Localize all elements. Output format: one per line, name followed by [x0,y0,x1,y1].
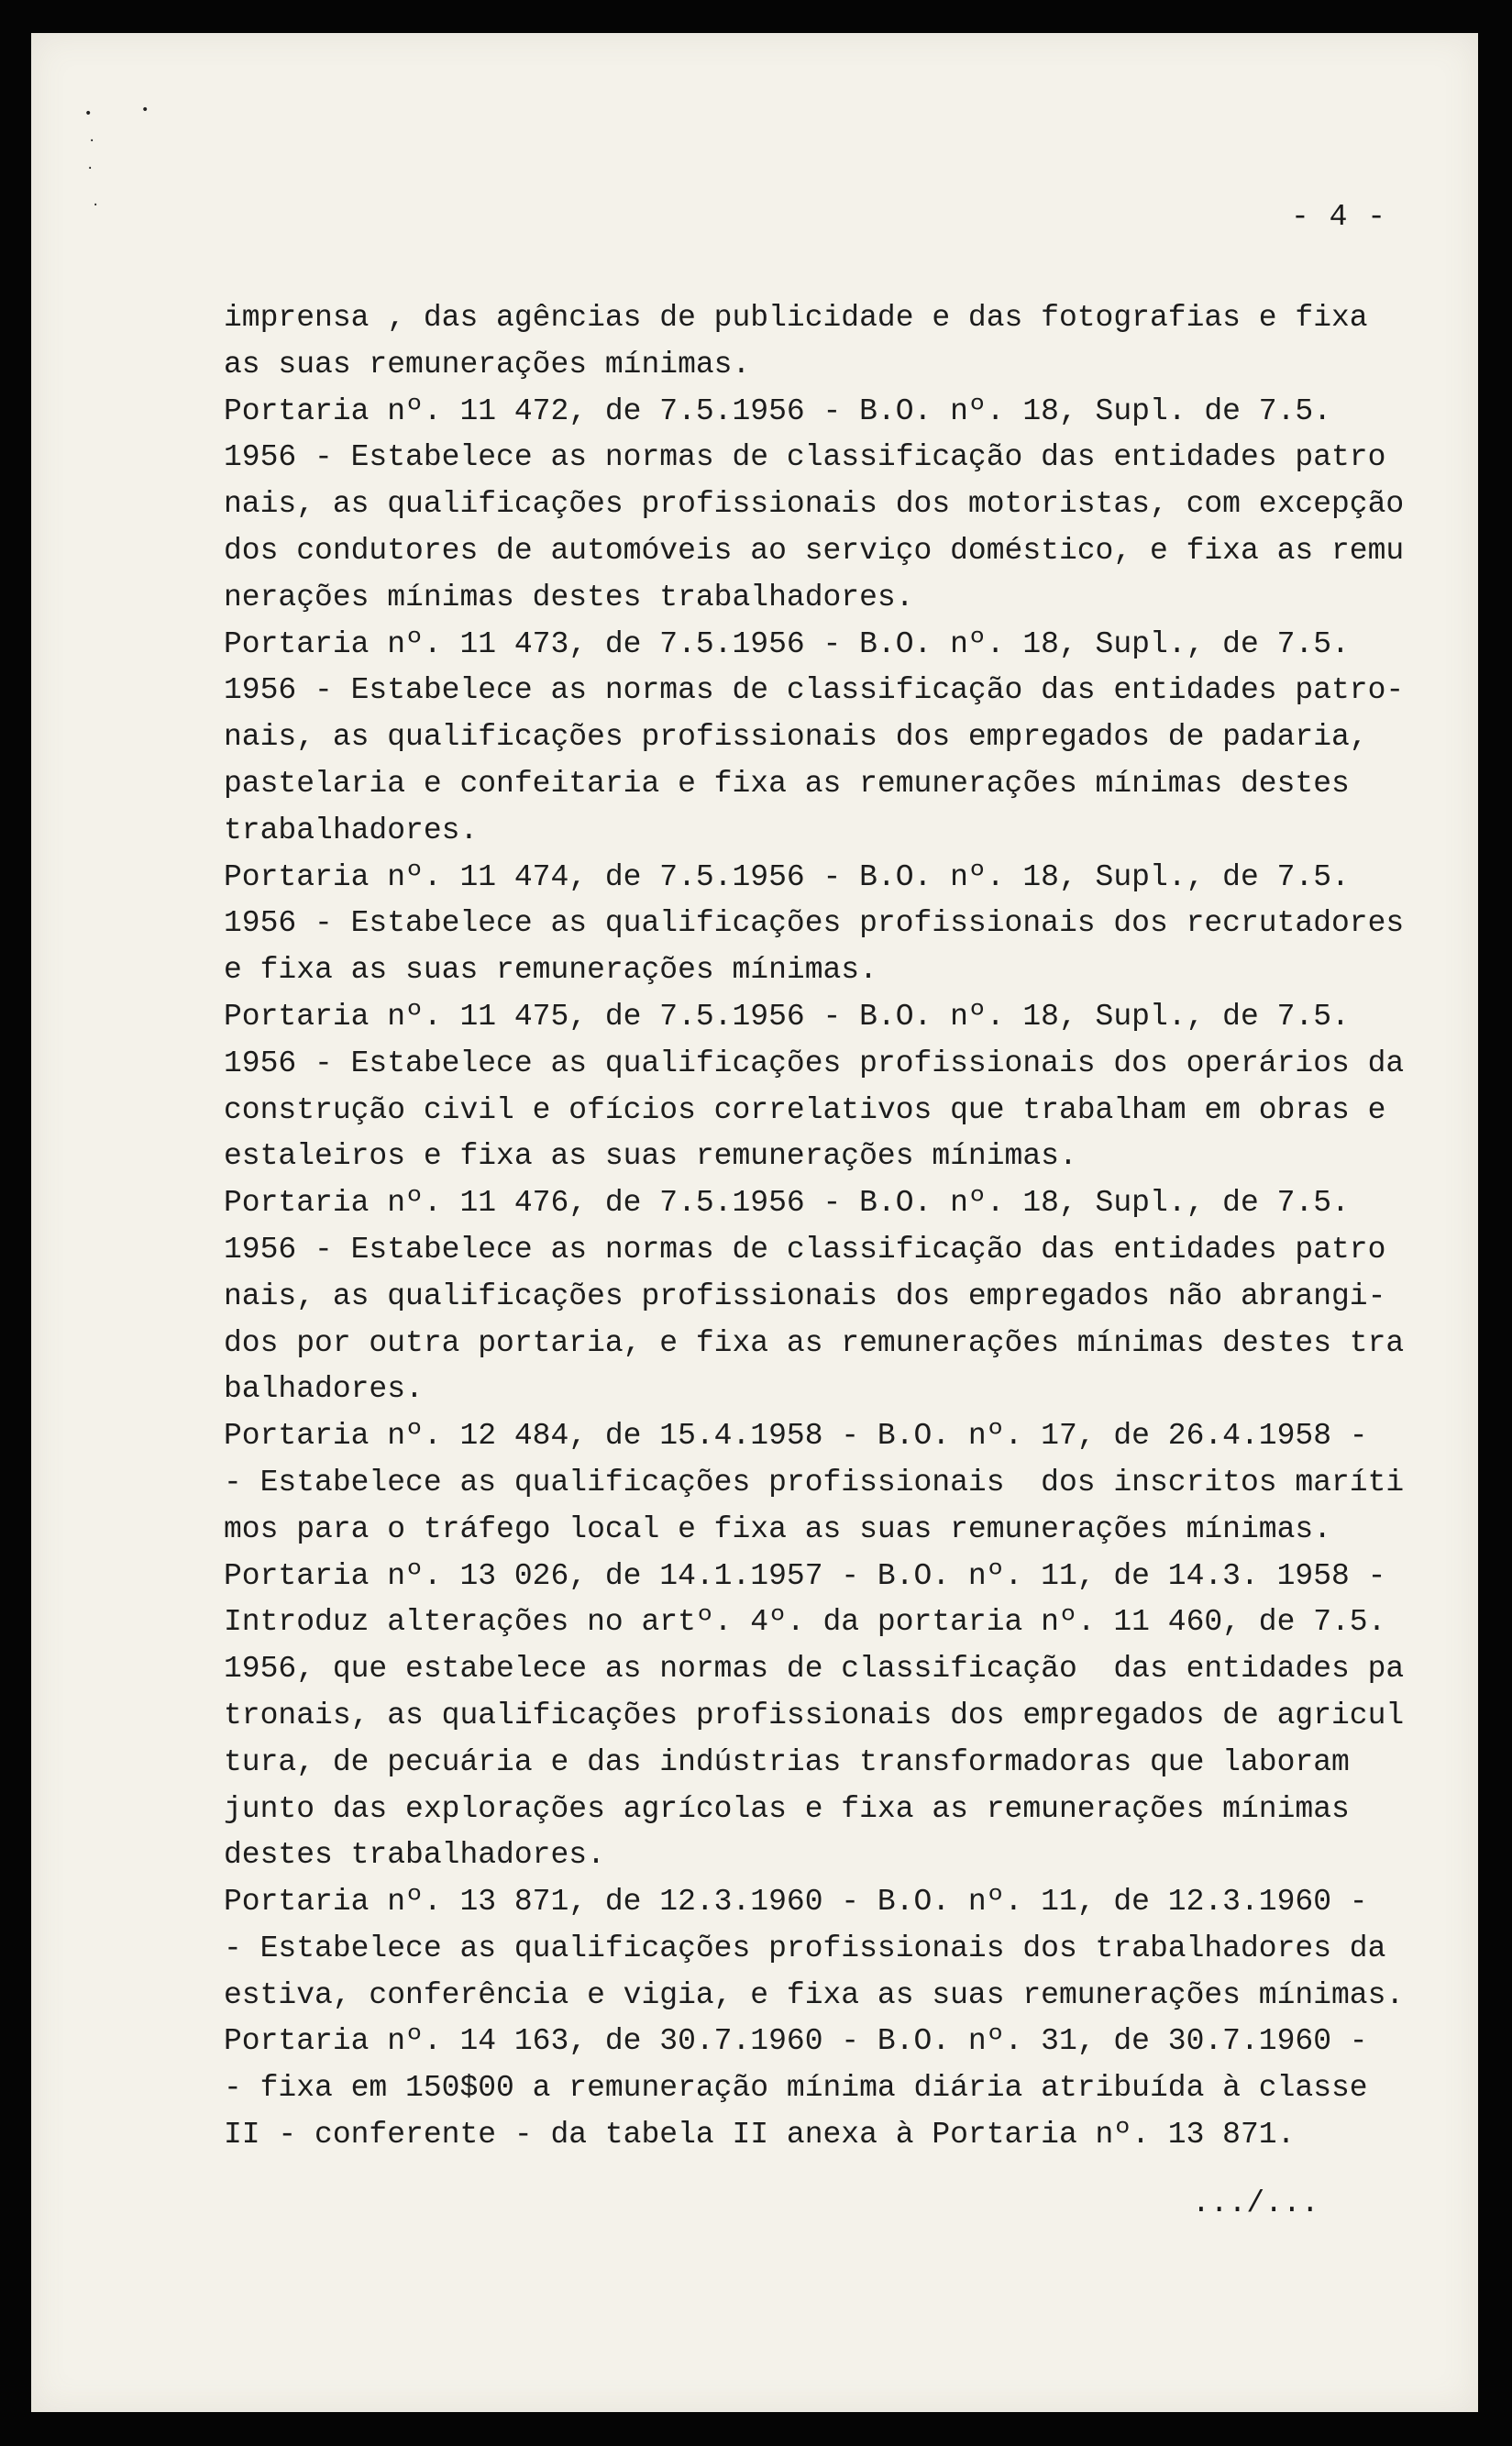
text-line: dos por outra portaria, e fixa as remunerações mínimas destes tra [224,1325,1405,1360]
text-line: 1956 - Estabelece as qualificações profissionais dos recrutadores [224,906,1405,941]
margin-speck: • [84,106,93,121]
margin-speck: · [92,198,100,213]
text-line: nais, as qualificações profissionais dos empregados não abrangi- [224,1278,1386,1313]
margin-speck: · [86,161,94,176]
page-number: - 4 - [1291,200,1387,234]
text-line: pastelaria e confeitaria e fixa as remunerações mínimas destes [224,766,1350,801]
text-line: mos para o tráfego local e fixa as suas remunerações mínimas. [224,1511,1331,1546]
text-line: nerações mínimas destes trabalhadores. [224,580,914,614]
text-line: - Estabelece as qualificações profissionais dos inscritos maríti [224,1465,1405,1500]
text-line: estaleiros e fixa as suas remunerações mínimas. [224,1139,1077,1174]
text-line: 1956 - Estabelece as normas de classificação das entidades patro- [224,673,1405,708]
text-line: Portaria nº. 14 163, de 30.7.1960 - B.O. nº. 31, de 30.7.1960 - [224,2024,1368,2059]
text-line: nais, as qualificações profissionais dos empregados de padaria, [224,720,1368,755]
text-line: destes trabalhadores. [224,1838,605,1873]
text-line: Portaria nº. 11 473, de 7.5.1956 - B.O. nº. 18, Supl., de 7.5. [224,626,1350,661]
text-line: tronais, as qualificações profissionais dos empregados de agricul [224,1698,1405,1732]
text-line: trabalhadores. [224,813,479,847]
text-line: as suas remunerações mínimas. [224,347,751,382]
text-line: imprensa , das agências de publicidade e das fotografias e fixa [224,301,1368,335]
continuation-mark: .../... [1192,2186,1319,2220]
text-line: nais, as qualificações profissionais dos motoristas, com excepção [224,487,1405,522]
text-line: - Estabelece as qualificações profissionais dos trabalhadores da [224,1931,1386,1965]
text-line: construção civil e ofícios correlativos que trabalham em obras e [224,1092,1386,1127]
margin-speck: • [141,103,149,117]
text-line: II - conferente - da tabela II anexa à Portaria nº. 13 871. [224,2118,1296,2153]
text-line: Portaria nº. 13 871, de 12.3.1960 - B.O. nº. 11, de 12.3.1960 - [224,1885,1368,1920]
text-line: Portaria nº. 11 474, de 7.5.1956 - B.O. nº. 18, Supl., de 7.5. [224,859,1350,894]
margin-speck: · [88,134,96,149]
text-line: 1956 - Estabelece as qualificações profissionais dos operários da [224,1046,1405,1080]
text-line: Portaria nº. 11 475, de 7.5.1956 - B.O. nº. 18, Supl., de 7.5. [224,999,1350,1034]
text-line: Portaria nº. 11 476, de 7.5.1956 - B.O. nº. 18, Supl., de 7.5. [224,1186,1350,1221]
text-line: balhadores. [224,1372,424,1407]
text-line: Portaria nº. 12 484, de 15.4.1958 - B.O. nº. 17, de 26.4.1958 - [224,1419,1368,1454]
text-line: tura, de pecuária e das indústrias transformadoras que laboram [224,1744,1350,1779]
text-line: 1956, que estabelece as normas de classificação das entidades pa [224,1652,1405,1687]
text-line: e fixa as suas remunerações mínimas. [224,953,877,988]
body-text [224,295,1452,2159]
text-line: 1956 - Estabelece as normas de classificação das entidades patro [224,440,1386,475]
text-line: estiva, conferência e vigia, e fixa as suas remunerações mínimas. [224,1977,1405,2012]
text-line: Portaria nº. 13 026, de 14.1.1957 - B.O. nº. 11, de 14.3. 1958 - [224,1558,1386,1593]
text-line: dos condutores de automóveis ao serviço doméstico, e fixa as remu [224,533,1405,568]
text-line: - fixa em 150$00 a remuneração mínima diária atribuída à classe [224,2071,1368,2106]
text-line: Portaria nº. 11 472, de 7.5.1956 - B.O. nº. 18, Supl. de 7.5. [224,393,1331,428]
text-line: Introduz alterações no artº. 4º. da portaria nº. 11 460, de 7.5. [224,1605,1386,1640]
text-line: 1956 - Estabelece as normas de classificação das entidades patro [224,1232,1386,1267]
text-line: junto das explorações agrícolas e fixa as remunerações mínimas [224,1791,1350,1826]
